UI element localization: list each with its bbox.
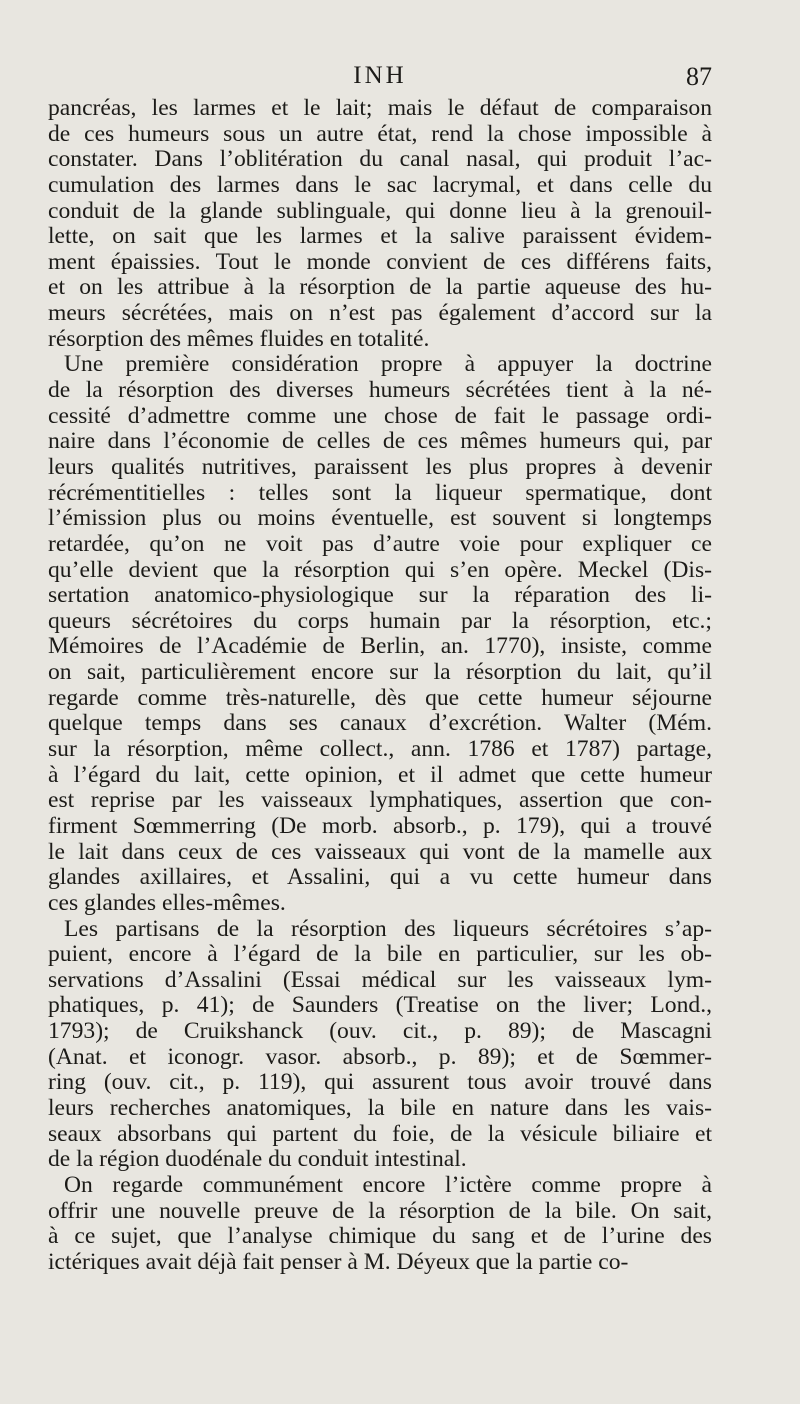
text-line: retardée, qu’on ne voit pas d’autre voie pour expliquer ce — [48, 530, 712, 557]
paragraph — [48, 352, 712, 916]
text-line: seaux absorbans qui partent du foie, de la vésicule biliaire et — [48, 1120, 712, 1147]
text-line: glandes axillaires, et Assalini, qui a vu cette humeur dans — [48, 864, 712, 891]
text-line: (Anat. et iconogr. vasor. absorb., p. 89); et de Sœmmer- — [48, 1043, 712, 1070]
text-line: Une première considération propre à appuyer la doctrine — [64, 351, 712, 378]
text-line: ictériques avait déjà fait penser à M. Déyeux que la partie co- — [48, 1248, 629, 1275]
text-line: constater. Dans l’oblitération du canal nasal, qui produit l’ac- — [48, 146, 712, 173]
text-line: à ce sujet, que l’analyse chimique du sang et de l’urine des — [48, 1223, 712, 1250]
text-line: firment Sœmmerring (De morb. absorb., p. 179), qui a trouvé — [48, 812, 712, 839]
text-line: Les partisans de la résorption des liqueurs sécrétoires s’ap- — [64, 915, 712, 942]
text-line: cessité d’admettre comme une chose de fait le passage ordi- — [48, 402, 712, 429]
text-line: ring (ouv. cit., p. 119), qui assurent tous avoir trouvé dans — [48, 1069, 712, 1096]
running-head: INH — [353, 62, 407, 89]
text-line: queurs sécrétoires du corps humain par la résorption, etc.; — [48, 607, 712, 634]
paragraph — [48, 96, 712, 352]
text-line: et on les attribue à la résorption de la partie aqueuse des hu- — [48, 274, 712, 301]
text-line: récrémentitielles : telles sont la liqueur spermatique, dont — [48, 479, 712, 506]
text-line: servations d’Assalini (Essai médical sur les vaisseaux lym- — [48, 966, 712, 993]
text-line: cumulation des larmes dans le sac lacrymal, et dans celle du — [48, 171, 712, 198]
text-line: meurs sécrétées, mais on n’est pas également d’accord sur la — [48, 300, 712, 327]
text-line: est reprise par les vaisseaux lymphatiques, assertion que con- — [48, 787, 712, 814]
text-line: ces glandes elles-mêmes. — [48, 889, 286, 916]
text-line: quelque temps dans ses canaux d’excrétion. Walter (Mém. — [48, 710, 712, 737]
text-line: on sait, particulièrement encore sur la résorption du lait, qu’il — [48, 659, 712, 686]
text-line: ment épaissies. Tout le monde convient de ces différens faits, — [48, 248, 712, 275]
text-line: offrir une nouvelle preuve de la résorption de la bile. On sait, — [48, 1197, 712, 1224]
text-line: résorption des mêmes fluides en totalité. — [48, 325, 430, 352]
text-line: de ces humeurs sous un autre état, rend la chose impossible à — [48, 120, 712, 147]
text-line: On regarde communément encore l’ictère comme propre à — [64, 1171, 712, 1198]
text-line: lette, on sait que les larmes et la salive paraissent évidem- — [48, 223, 712, 250]
paragraph — [48, 917, 712, 1173]
text-line: 1793); de Cruikshanck (ouv. cit., p. 89); de Mascagni — [48, 1018, 712, 1045]
text-line: de la résorption des diverses humeurs sécrétées tient à la né- — [48, 377, 712, 404]
text-line: le lait dans ceux de ces vaisseaux qui vont de la mamelle aux — [48, 838, 712, 865]
text-line: l’émission plus ou moins éventuelle, est souvent si longtemps — [48, 505, 712, 532]
text-line: leurs qualités nutritives, paraissent les plus propres à devenir — [48, 453, 712, 480]
text-line: naire dans l’économie de celles de ces mêmes humeurs qui, par — [48, 428, 712, 455]
text-line: qu’elle devient que la résorption qui s’en opère. Meckel (Dis- — [48, 556, 712, 583]
text-line: à l’égard du lait, cette opinion, et il admet que cette humeur — [48, 761, 712, 788]
body-text — [48, 96, 712, 1275]
text-line: Mémoires de l’Académie de Berlin, an. 1770), insiste, comme — [48, 633, 712, 660]
text-line: sur la résorption, même collect., ann. 1786 et 1787) partage, — [48, 736, 712, 763]
text-line: de la région duodénale du conduit intestinal. — [48, 1146, 467, 1173]
paragraph — [48, 1173, 712, 1276]
text-line: leurs recherches anatomiques, la bile en nature dans les vais- — [48, 1094, 712, 1121]
text-line: conduit de la glande sublinguale, qui donne lieu à la grenouil- — [48, 197, 712, 224]
page-number: 87 — [686, 62, 712, 91]
text-line: regarde comme très-naturelle, dès que cette humeur séjourne — [48, 684, 712, 711]
page-header — [48, 62, 712, 96]
text-line: puient, encore à l’égard de la bile en particulier, sur les ob- — [48, 941, 712, 968]
text-line: pancréas, les larmes et le lait; mais le défaut de comparaison — [48, 95, 712, 121]
text-line: sertation anatomico-physiologique sur la réparation des li- — [48, 582, 712, 609]
text-line: phatiques, p. 41); de Saunders (Treatise on the liver; Lond., — [48, 992, 712, 1019]
